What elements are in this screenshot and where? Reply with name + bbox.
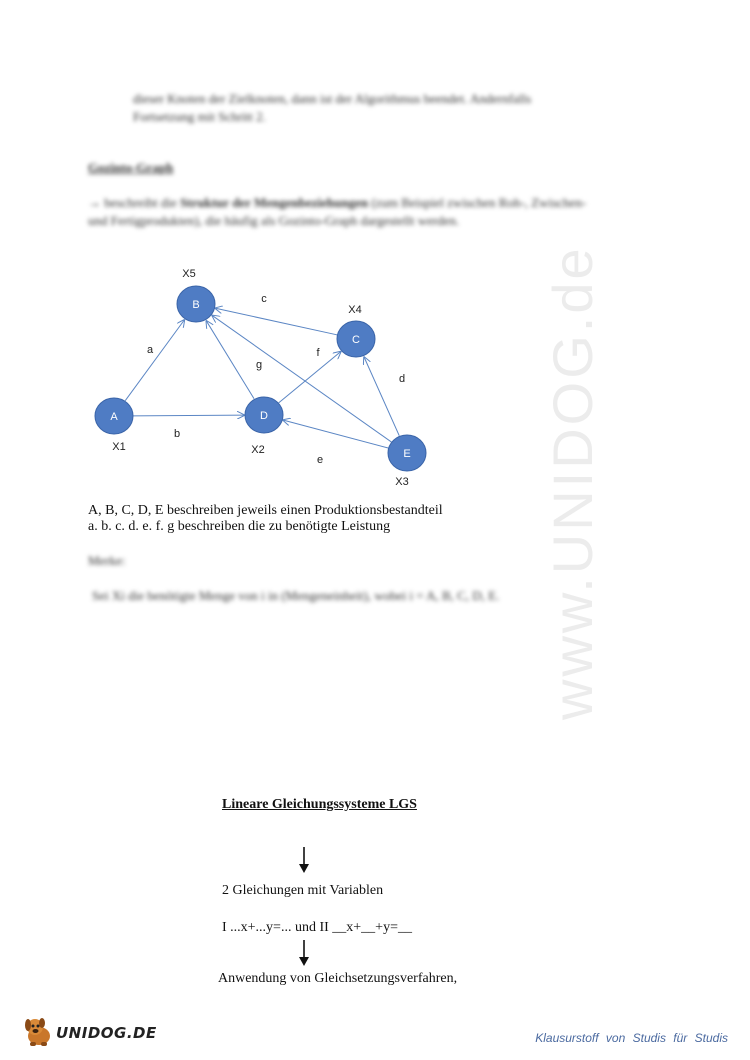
merke-label: Merke: xyxy=(88,553,126,568)
graph-node-label-b: B xyxy=(192,298,200,311)
gozinto-description xyxy=(88,194,608,230)
merke-sentence: Sei Xi die benötigte Menge von i in (Mengeneinheit), wobei i = A, B, C, D, E. xyxy=(92,588,500,603)
gozinto-description-prefix: → beschreibt die xyxy=(88,195,181,210)
graph-edge-label-b: b xyxy=(173,427,181,440)
graph-node-label-c: C xyxy=(352,333,360,346)
down-arrow-icon xyxy=(298,940,310,966)
graph-variable-label-x5: X5 xyxy=(182,267,196,280)
gozinto-graph-svg xyxy=(80,262,460,502)
graph-edge-a-b xyxy=(125,320,184,401)
dog-mascot-icon xyxy=(22,1014,56,1048)
graph-node-label-d: D xyxy=(260,409,268,422)
down-arrow-icon xyxy=(298,847,310,873)
gozinto-description-bold: Struktur der Mengenbeziehungen xyxy=(180,195,369,210)
graph-edge-label-e: e xyxy=(316,453,324,466)
graph-variable-label-x2: X2 xyxy=(251,443,265,456)
graph-edge-e-c xyxy=(364,357,399,435)
graph-edge-label-a: a xyxy=(146,343,154,356)
graph-edge-a-d xyxy=(133,415,244,416)
graph-variable-label-x1: X1 xyxy=(112,440,126,453)
footer-tagline: Klausurstoff von Studis für Studis xyxy=(535,1031,728,1045)
graph-edge-label-f: f xyxy=(316,346,320,359)
blurred-intro-line-2: Fortsetzung mit Schritt 2. xyxy=(133,109,266,124)
logo-text: UNIDOG.DE xyxy=(56,1024,157,1042)
lgs-line-method: Anwendung von Gleichsetzungsverfahren, xyxy=(218,971,458,986)
lgs-title: Lineare Gleichungssysteme LGS xyxy=(222,797,417,812)
unidog-logo[interactable] xyxy=(22,1014,162,1048)
graph-variable-label-x4: X4 xyxy=(348,303,362,316)
gozinto-heading: Gozinto-Graph xyxy=(88,160,174,175)
graph-edge-e-d xyxy=(283,420,388,448)
graph-edge-d-b xyxy=(206,321,254,399)
gozinto-description-suffix: (zum Beispiel zwischen Roh-, Zwischen- und Fertigprodukten), die häufig als Gozinto-Graph dargestellt werden. xyxy=(88,195,587,228)
description-line-1: A, B, C, D, E beschreiben jeweils einen Produktionsbestandteil xyxy=(88,503,443,518)
lgs-line-equations: 2 Gleichungen mit Variablen xyxy=(222,883,384,898)
lgs-line-system: I ...x+...y=... und II __x+__+y=__ xyxy=(222,920,412,935)
blurred-intro-paragraph xyxy=(133,90,633,126)
gozinto-graph xyxy=(80,262,460,502)
description-line-2: a. b. c. d. e. f. g beschreiben die zu benötigte Leistung xyxy=(88,519,391,534)
blurred-intro-line-1: dieser Knoten der Zielknoten, dann ist der Algorithmus beendet. Andernfalls xyxy=(133,91,532,106)
graph-edge-label-c: c xyxy=(261,292,267,305)
graph-edge-d-c xyxy=(279,352,341,403)
watermark-text: www.UNIDOG.de xyxy=(541,245,604,720)
graph-node-label-a: A xyxy=(110,410,118,423)
graph-edge-label-d: d xyxy=(398,372,406,385)
graph-node-label-e: E xyxy=(403,447,411,460)
graph-edge-label-g: g xyxy=(255,358,263,371)
graph-variable-label-x3: X3 xyxy=(395,475,409,488)
